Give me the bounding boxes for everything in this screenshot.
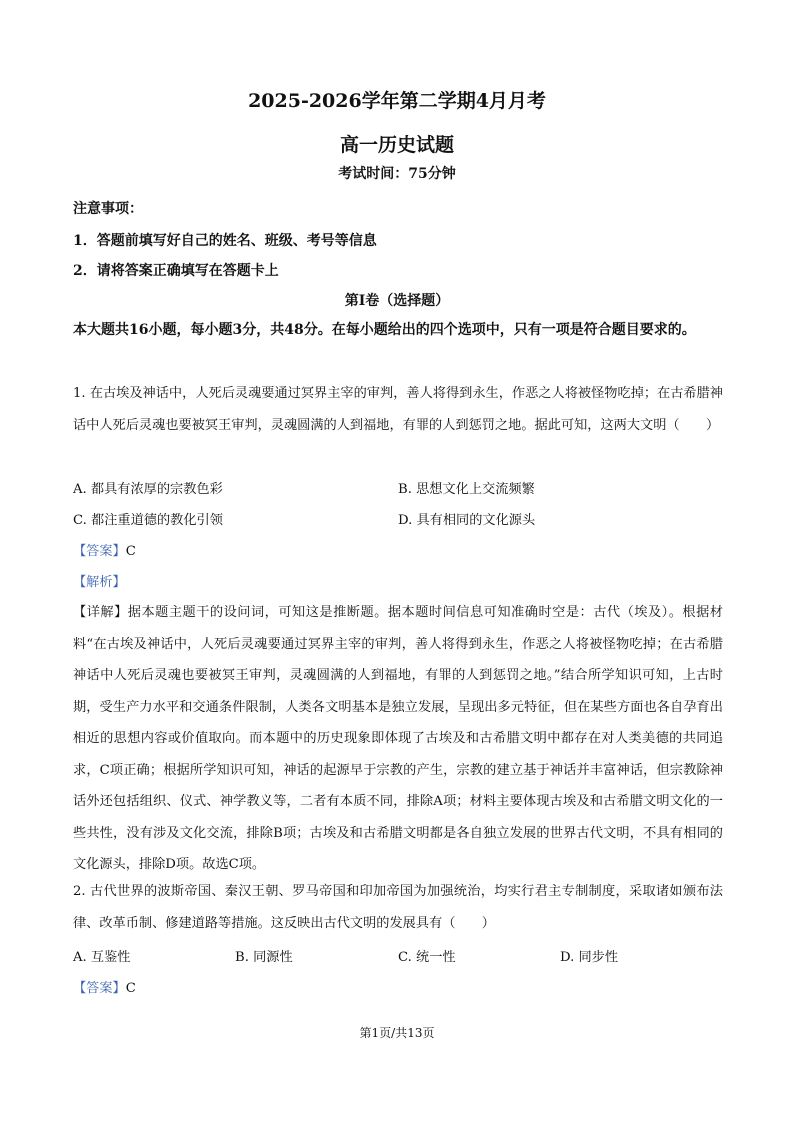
q1-detail: 【详解】据本题主题干的设问词，可知这是推断题。据本题时间信息可知准确时空是：古代（埃及）。根据材料“在古埃及神话中，人死后灵魂要通过冥界主宰的审判，善人将得到永生，作恶之人将被怪物吃掉；在古希腊神话中人死后灵魂也要被冥王审判，灵魂圆满的人到福地，有罪的人到惩罚之地。”结合所学知识可知，上古时期，受生产力水平和交通条件限制，人类各文明基本是独立发展，呈现出多元特征，但在某些方面也各自孕育出相近的思想内容或价值取向。而本题中的历史现象即体现了古埃及和古希腊文明中都存在对人类美德的共同追求，C项正确；根据所学知识可知，神话的起源早于宗教的产生，宗教的建立基于神话并丰富神话，但宗教除神话外还包括组织、仪式、神学教义等，二者有本质不同，排除A项；材料主要体现古埃及和古希腊文明文化的一些共性，没有涉及文化交流，排除B项；古埃及和古希腊文明都是各自独立发展的世界古代文明，不具有相同的文化源头，排除D项。故选C项。 (73, 605, 723, 872)
exam-time: 考试时间：75分钟 (338, 166, 456, 182)
q2-option-d: D. 同步性 (560, 950, 619, 965)
q2-option-c: C. 统一性 (398, 950, 456, 965)
page-footer: 第1页/共13页 (359, 1026, 435, 1040)
question-1-stem: 1. 在古埃及神话中，人死后灵魂要通过冥界主宰的审判，善人将得到永生，作恶之人将被怪物吃掉；在古希腊神话中人死后灵魂也要被冥王审判，灵魂圆满的人到福地，有罪的人到惩罚之地。据此可知，这两大文明（ ） (73, 386, 723, 433)
q1-option-d: D. 具有相同的文化源头 (398, 513, 536, 528)
q1-analysis-tag: 【解析】 (73, 575, 126, 590)
q2-option-b: B. 同源性 (235, 950, 293, 965)
notes-heading: 注意事项： (73, 201, 143, 217)
note-item: 2．请将答案正确填写在答题卡上 (73, 263, 279, 279)
answer-value: C (125, 981, 136, 996)
q2-option-a: A. 互鉴性 (73, 950, 131, 965)
question-2-stem: 2. 古代世界的波斯帝国、秦汉王朝、罗马帝国和印加帝国为加强统治，均实行君主专制制度，采取诸如颁布法律、改革币制、修建道路等措施。这反映出古代文明的发展具有（ ） (73, 884, 723, 931)
q1-option-c: C. 都注重道德的教化引领 (73, 513, 223, 528)
answer-tag: 【答案】 (73, 544, 126, 559)
section-instruction: 本大题共16小题，每小题3分，共48分。在每小题给出的四个选项中，只有一项是符合题目要求的。 (73, 322, 696, 338)
note-item: 1．答题前填写好自己的姓名、班级、考号等信息 (73, 233, 377, 249)
q2-answer (73, 977, 136, 996)
q1-option-b: B. 思想文化上交流频繁 (398, 482, 535, 497)
exam-title: 2025-2026学年第二学期4月月考 (248, 90, 546, 112)
exam-subtitle: 高一历史试题 (339, 134, 454, 156)
answer-tag: 【答案】 (73, 981, 126, 996)
q1-option-a: A. 都具有浓厚的宗教色彩 (73, 482, 223, 497)
q1-answer (73, 540, 136, 559)
answer-value: C (125, 544, 136, 559)
section-title: 第I卷（选择题） (344, 293, 450, 309)
